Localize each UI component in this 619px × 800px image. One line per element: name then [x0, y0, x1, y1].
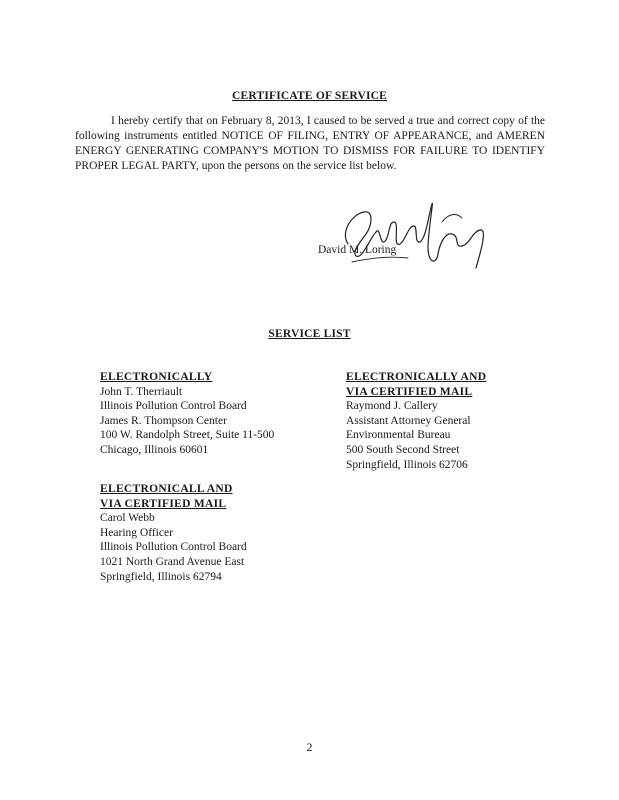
delivery-method-heading: VIA CERTIFIED MAIL: [346, 385, 473, 398]
recipient-title: Hearing Officer: [100, 526, 173, 539]
signer-name: David M. Loring: [318, 244, 397, 256]
service-entry: [100, 482, 247, 584]
delivery-method-heading: ELECTRONICALL AND: [100, 483, 233, 495]
service-entry: [100, 370, 274, 458]
delivery-method-heading: ELECTRONICALLY: [100, 371, 213, 383]
recipient-name: Raymond J. Callery: [346, 400, 438, 413]
address-line: 500 South Second Street: [346, 443, 460, 456]
address-line: James R. Thompson Center: [100, 414, 227, 427]
address-city: Chicago, Illinois 60601: [100, 443, 209, 456]
address-line: 1021 North Grand Avenue East: [100, 555, 245, 568]
handwritten-signature: [330, 192, 500, 276]
certificate-title: CERTIFICATE OF SERVICE: [231, 90, 388, 102]
address-city: Springfield, Illinois 62706: [346, 458, 468, 471]
page-number: 2: [306, 742, 313, 754]
delivery-method-heading: ELECTRONICALLY AND: [346, 371, 487, 383]
recipient-title: Assistant Attorney General: [346, 414, 471, 427]
service-list-title: SERVICE LIST: [268, 328, 351, 340]
service-entry: [346, 370, 486, 472]
recipient-name: Carol Webb: [100, 512, 155, 525]
recipient-organization: Illinois Pollution Control Board: [100, 400, 247, 413]
address-line: 100 W. Randolph Street, Suite 11-500: [100, 429, 275, 442]
recipient-name: John T. Therriault: [100, 385, 183, 398]
certification-paragraph: I hereby certify that on February 8, 2013, I caused to be served a true and correct copy of the following instruments entitled NOTICE OF FILING, ENTRY OF APPEARANCE, and AMEREN ENERGY GENERATING COMPANY'S MOTION TO DISMISS FOR FAILURE TO IDENTIFY PROPER LEGAL PARTY, upon the persons on the service list below.: [75, 115, 545, 172]
address-city: Springfield, Illinois 62794: [100, 570, 222, 583]
recipient-organization: Environmental Bureau: [346, 429, 451, 442]
recipient-organization: Illinois Pollution Control Board: [100, 541, 247, 554]
delivery-method-heading: VIA CERTIFIED MAIL: [100, 497, 227, 510]
